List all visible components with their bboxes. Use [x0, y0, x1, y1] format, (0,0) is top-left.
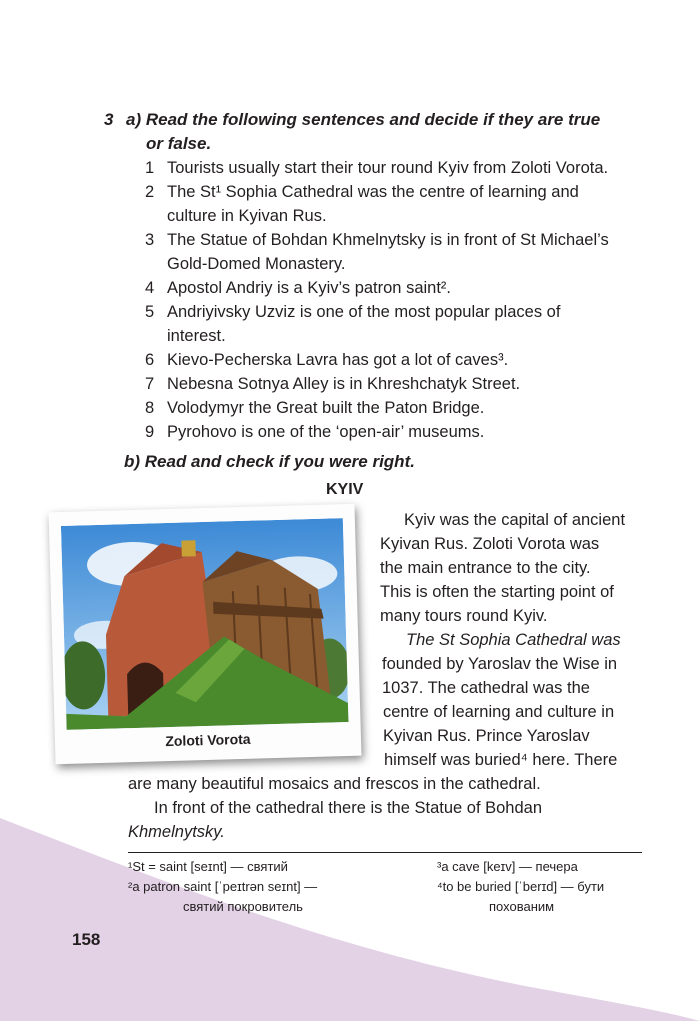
list-item: 9 Pyrohovo is one of the ‘open-air’ museums. — [145, 423, 485, 441]
text-line: Kyiv was the capital of ancient — [404, 511, 626, 529]
list-item: 2 The St¹ Sophia Cathedral was the centre of learning and culture in Kyivan Rus. — [145, 183, 579, 225]
text-line: Kyivan Rus. Zoloti Vorota was — [380, 535, 600, 553]
list-item: 1 Tourists usually start their tour round Kyiv from Zoloti Vorota. — [145, 159, 609, 177]
list-item: 8 Volodymyr the Great built the Paton Bridge. — [145, 399, 485, 417]
task-instruction-b: b) Read and check if you were right. — [124, 452, 415, 471]
photo-caption: Zoloti Vorota — [165, 730, 251, 750]
list-item: 6 Kievo-Pecherska Lavra has got a lot of caves³. — [145, 351, 509, 369]
list-item: 7 Nebesna Sotnya Alley is in Khreshchatyk Street. — [145, 375, 521, 393]
zoloti-vorota-photo — [61, 518, 349, 730]
footnote-2-line2: святий покровитель — [183, 899, 303, 914]
task-a-line1: a) Read the following sentences and decide if they are true — [126, 110, 601, 129]
footnote-3: ³a cave [keɪv] — печера — [437, 859, 578, 874]
text-line: 1037. The cathedral was the — [382, 679, 590, 697]
list-item: 4 Apostol Andriy is a Kyiv’s patron saint². — [145, 279, 451, 297]
task-number: 3 — [104, 110, 114, 129]
text-line: founded by Yaroslav the Wise in — [382, 655, 618, 673]
text-line: himself was buried⁴ here. There — [384, 751, 618, 769]
task-instruction-a — [104, 108, 644, 156]
footnote-2-line1: ²a patron saint [ˈpeɪtrən seɪnt] — — [128, 879, 318, 894]
footnote-1: ¹St = saint [seɪnt] — святий — [128, 859, 288, 874]
page-number: 158 — [72, 930, 101, 949]
text-line: the main entrance to the city. — [380, 559, 591, 577]
text-line: are many beautiful mosaics and frescos in the cathedral. — [128, 775, 541, 793]
list-item: 3 The Statue of Bohdan Khmelnytsky is in front of St Michael’s Gold-Domed Monastery. — [145, 231, 609, 273]
statements-list — [145, 156, 655, 444]
text-line: Kyivan Rus. Prince Yaroslav — [383, 727, 590, 745]
text-title: KYIV — [326, 481, 364, 498]
list-item: 5 Andriyivsky Uzviz is one of the most popular places of interest. — [145, 303, 561, 345]
text-line: The St Sophia Cathedral was — [406, 631, 621, 649]
text-line: Khmelnytsky. — [128, 823, 225, 841]
footnote-4-line1: ⁴to be buried [ˈberɪd] — бути — [437, 879, 605, 894]
text-line: many tours round Kyiv. — [380, 607, 548, 625]
text-line: This is often the starting point of — [380, 583, 614, 601]
text-line: In front of the cathedral there is the Statue of Bohdan — [154, 799, 543, 817]
task-a-line2: or false. — [146, 134, 212, 153]
photo-card — [49, 504, 362, 764]
footnote-4-line2: похованим — [489, 899, 555, 914]
text-line: centre of learning and culture in — [383, 703, 615, 721]
footnote-divider — [128, 852, 642, 853]
